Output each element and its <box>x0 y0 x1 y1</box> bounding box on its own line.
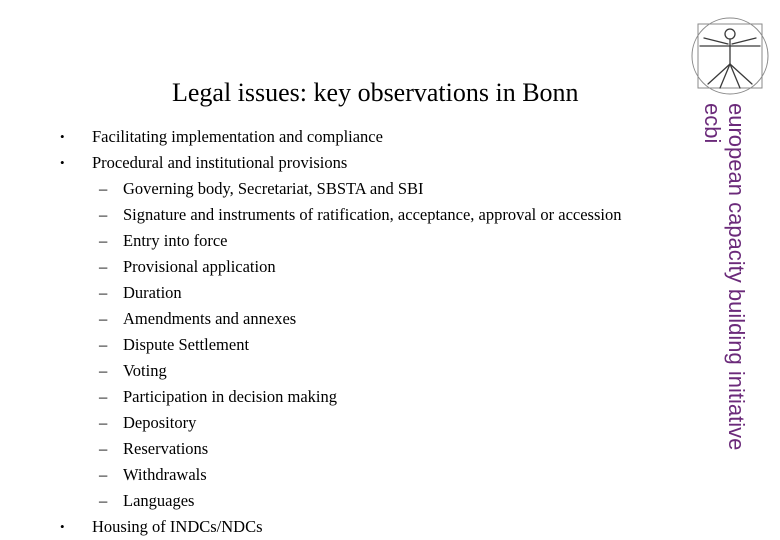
sub-list-item-text: Participation in decision making <box>123 387 338 406</box>
dash-marker: – <box>99 205 108 224</box>
dash-marker: – <box>99 439 108 458</box>
sub-list-item <box>60 176 690 202</box>
dash-marker: – <box>99 309 108 328</box>
sub-list-item-text: Languages <box>123 491 195 510</box>
org-abbr-text: ecbi <box>700 103 725 144</box>
dash-marker: – <box>99 387 108 406</box>
sub-list-item <box>60 358 690 384</box>
list-item <box>60 150 690 176</box>
sub-list-item <box>60 436 690 462</box>
sub-list-item <box>60 306 690 332</box>
sub-list-item-text: Duration <box>123 283 182 302</box>
dash-marker: – <box>99 335 108 354</box>
sub-list-item <box>60 462 690 488</box>
sub-list-item <box>60 410 690 436</box>
sub-list-item <box>60 202 690 228</box>
sub-list-item-text: Voting <box>123 361 167 380</box>
bullet-list <box>60 124 690 540</box>
dash-marker: – <box>99 361 108 380</box>
org-name-text: european capacity building initiative <box>724 103 749 451</box>
sub-list-item-text: Governing body, Secretariat, SBSTA and SBI <box>123 179 424 198</box>
sub-list-item <box>60 332 690 358</box>
dash-marker: – <box>99 413 108 432</box>
list-item-text: Procedural and institutional provisions <box>92 153 348 172</box>
sub-list-item-text: Reservations <box>123 439 209 458</box>
list-item <box>60 124 690 150</box>
dash-marker: – <box>99 179 108 198</box>
sub-list-item <box>60 384 690 410</box>
sub-list-item-text: Signature and instruments of ratification, acceptance, approval or accession <box>123 205 622 224</box>
dash-marker: – <box>99 231 108 250</box>
list-item-text: Housing of INDCs/NDCs <box>92 517 263 536</box>
bullet-marker: • <box>60 519 65 534</box>
dash-marker: – <box>99 491 108 510</box>
sub-list-item <box>60 280 690 306</box>
sub-list-item-text: Provisional application <box>123 257 276 276</box>
sub-list-item-text: Withdrawals <box>123 465 207 484</box>
sub-list-item <box>60 228 690 254</box>
branding-vertical-text <box>700 103 752 517</box>
sub-list-item-text: Dispute Settlement <box>123 335 250 354</box>
sub-list-item-text: Depository <box>123 413 197 432</box>
list-item <box>60 514 690 540</box>
dash-marker: – <box>99 283 108 302</box>
sub-list-item-text: Entry into force <box>123 231 228 250</box>
sub-list-item <box>60 488 690 514</box>
sub-list-item <box>60 254 690 280</box>
dash-marker: – <box>99 257 108 276</box>
dash-marker: – <box>99 465 108 484</box>
slide-title: Legal issues: key observations in Bonn <box>172 78 579 107</box>
bullet-marker: • <box>60 129 65 144</box>
list-item-text: Facilitating implementation and compliance <box>92 127 383 146</box>
bullet-marker: • <box>60 155 65 170</box>
vitruvian-man-icon <box>682 12 778 96</box>
sub-list-item-text: Amendments and annexes <box>123 309 297 328</box>
